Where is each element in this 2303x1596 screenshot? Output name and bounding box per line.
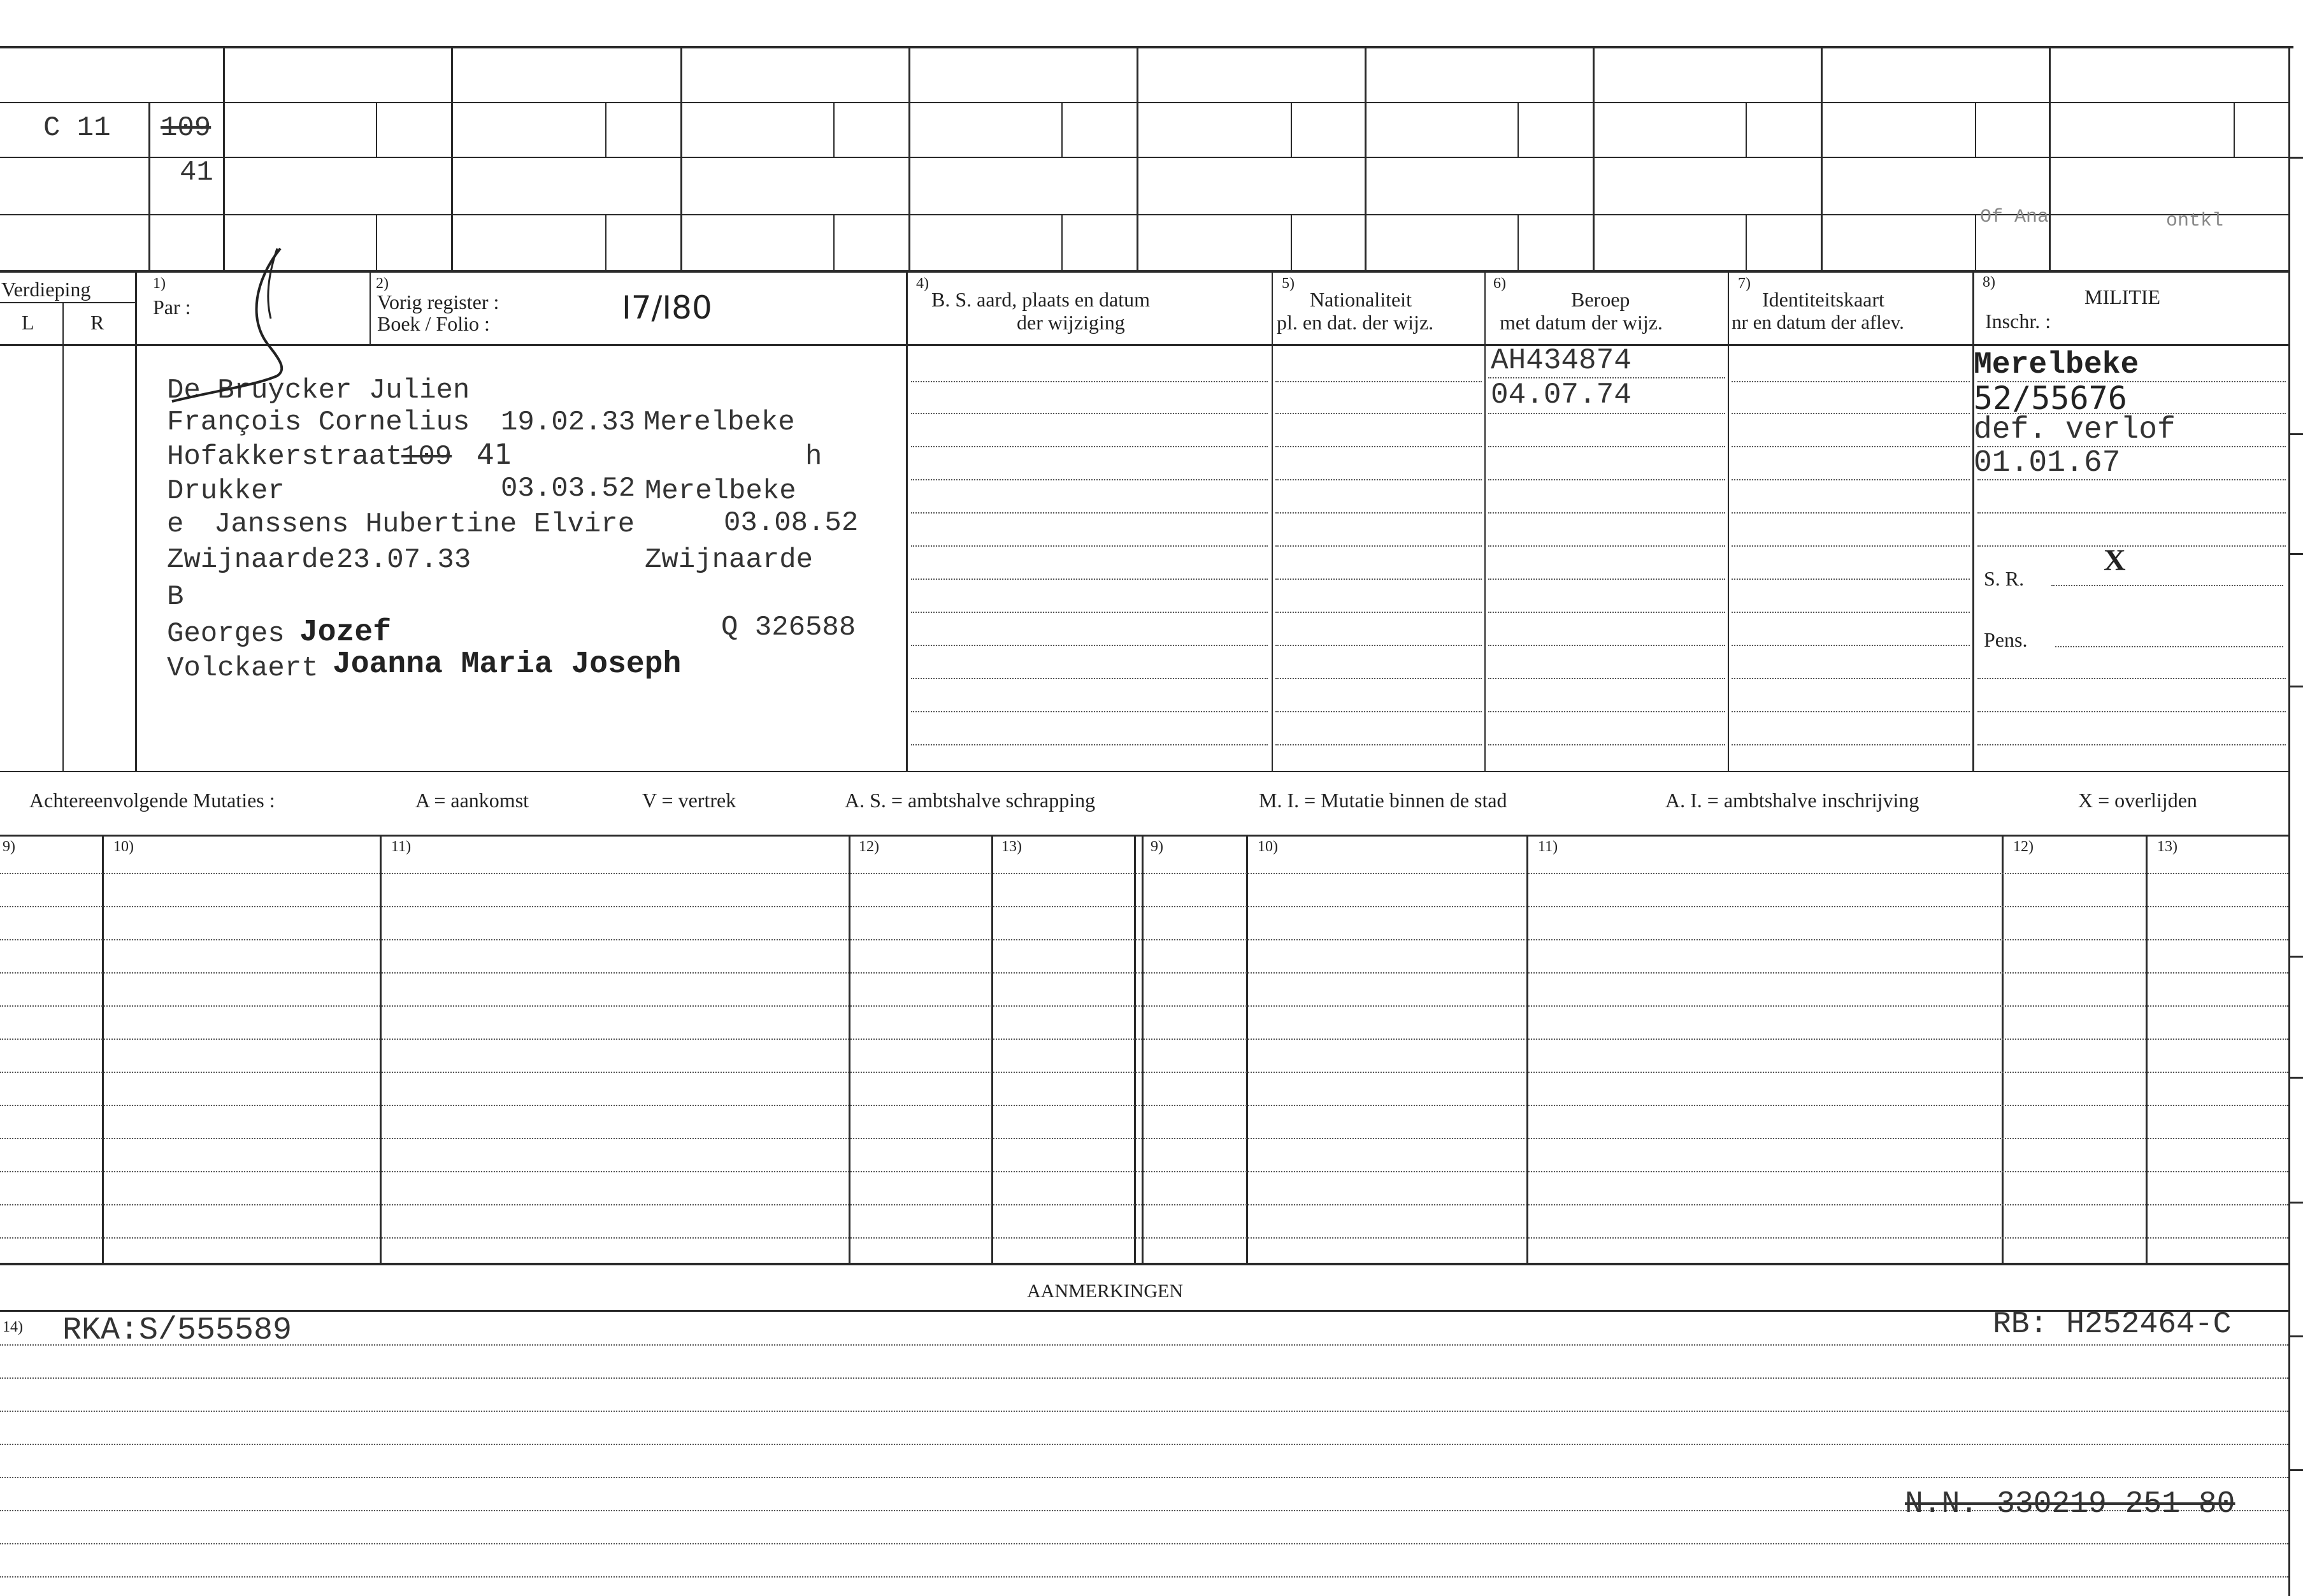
person-first-names: François Cornelius bbox=[167, 406, 470, 438]
card-number: 41 bbox=[180, 157, 213, 189]
id-heading-2: nr en datum der aflev. bbox=[1732, 311, 1904, 333]
mutation-bottom-line bbox=[0, 1263, 2288, 1265]
person-occupation: Drukker bbox=[167, 475, 285, 507]
card-code: C 11 bbox=[43, 112, 111, 144]
legend-item-aankomst: A = aankomst bbox=[415, 789, 529, 812]
hdr-v bbox=[605, 214, 606, 271]
legend-item-vertrek: V = vertrek bbox=[642, 789, 736, 812]
mut-v bbox=[849, 837, 850, 1263]
mutation-col-11: 11) bbox=[391, 838, 412, 855]
field-number-1: 1) bbox=[153, 275, 166, 292]
pens-label: Pens. bbox=[1984, 628, 2028, 651]
mutation-col-10b: 10) bbox=[1258, 838, 1278, 855]
header-smudge: Of Ana bbox=[1980, 206, 2049, 228]
mother-name: Volckaert bbox=[167, 652, 319, 684]
mutation-col-9: 9) bbox=[3, 838, 15, 855]
right-border bbox=[2288, 46, 2290, 1596]
beroep-id-number: AH434874 bbox=[1491, 344, 1632, 377]
hdr-v bbox=[1517, 102, 1519, 157]
pens-dotline bbox=[2055, 646, 2283, 647]
mutation-col-13: 13) bbox=[1001, 838, 1022, 855]
mutation-top-line bbox=[0, 835, 2288, 837]
militie-number: 52/55676 bbox=[1974, 380, 2127, 417]
remarks-rb: RB: H252464-C bbox=[1993, 1307, 2232, 1342]
bs-heading-2: der wijziging bbox=[1017, 311, 1125, 334]
mutation-col-11b: 11) bbox=[1538, 838, 1558, 855]
r-label: R bbox=[90, 311, 104, 334]
mut-v bbox=[991, 837, 993, 1263]
header-bottom-line bbox=[0, 270, 2288, 273]
v-par-right bbox=[369, 273, 371, 344]
sr-label: S. R. bbox=[1984, 567, 2025, 590]
legend-item-mutatie: M. I. = Mutatie binnen de stad bbox=[1259, 789, 1507, 812]
mut-v bbox=[1246, 837, 1248, 1263]
l-label: L bbox=[22, 311, 34, 334]
militie-heading: MILITIE bbox=[2084, 285, 2161, 308]
father-name: Georges bbox=[167, 618, 285, 650]
hdr-v bbox=[1975, 102, 1976, 157]
field-number-4: 4) bbox=[916, 275, 929, 292]
nat-heading-2: pl. en dat. der wijz. bbox=[1277, 311, 1434, 334]
hdr-v bbox=[1975, 214, 1976, 271]
hdr-v bbox=[1746, 102, 1747, 157]
v-name-left bbox=[135, 273, 137, 772]
v-nat-right bbox=[1484, 273, 1486, 772]
person-line-b: B bbox=[167, 581, 184, 613]
mut-v bbox=[2002, 837, 2004, 1263]
hdr-v bbox=[376, 214, 377, 271]
v-name-right bbox=[906, 273, 908, 772]
father-code: Q 326588 bbox=[721, 612, 856, 643]
spouse-prefix: e bbox=[167, 508, 184, 540]
person-name: De Bruycker Julien bbox=[167, 375, 470, 406]
hdr-v bbox=[1061, 102, 1063, 157]
person-house-struck: 109 bbox=[401, 441, 452, 473]
field-number-7: 7) bbox=[1738, 275, 1751, 292]
legend-item-inschrijving: A. I. = ambtshalve inschrijving bbox=[1665, 789, 1919, 812]
legend-title: Achtereenvolgende Mutaties : bbox=[29, 789, 275, 812]
spouse-place-2: Zwijnaarde bbox=[645, 544, 814, 576]
mutation-col-9b: 9) bbox=[1151, 838, 1163, 855]
field-number-6: 6) bbox=[1493, 275, 1506, 292]
nat-heading-1: Nationaliteit bbox=[1310, 288, 1412, 311]
par-pen-stroke bbox=[159, 242, 312, 408]
verdieping-underline bbox=[0, 302, 135, 303]
hdr-v bbox=[451, 48, 453, 271]
hdr-v bbox=[2049, 48, 2051, 271]
beroep-date: 04.07.74 bbox=[1491, 378, 1632, 412]
spouse-marriage-date: 03.08.52 bbox=[724, 507, 859, 539]
mutation-col-12b: 12) bbox=[2013, 838, 2034, 855]
national-number: N.N. 330219 251 80 bbox=[1905, 1487, 2235, 1521]
person-birth-place: Merelbeke bbox=[643, 406, 795, 438]
person-house-number: 41 bbox=[477, 438, 512, 471]
remarks-rka: RKA:S/555589 bbox=[62, 1312, 292, 1349]
sr-dotline bbox=[2051, 585, 2283, 586]
mutation-col-12: 12) bbox=[859, 838, 879, 855]
bs-heading-1: B. S. aard, plaats en datum bbox=[931, 288, 1151, 311]
field-number-2: 2) bbox=[376, 275, 389, 292]
boek-folio-label: Boek / Folio : bbox=[377, 312, 490, 335]
v-beroep-right bbox=[1728, 273, 1729, 772]
spouse-birth-place: Zwijnaarde bbox=[167, 544, 336, 576]
hdr-v bbox=[1137, 48, 1138, 271]
hdr-v bbox=[1291, 214, 1292, 271]
inschr-label: Inschr. : bbox=[1985, 310, 2051, 333]
hdr-v bbox=[223, 48, 225, 271]
par-label: Par : bbox=[153, 296, 191, 319]
militie-date: 01.01.67 bbox=[1974, 446, 2121, 480]
person-birth-date: 19.02.33 bbox=[501, 406, 636, 438]
field-number-14: 14) bbox=[3, 1319, 23, 1335]
hdr-v bbox=[1061, 214, 1063, 271]
header-row-line-2 bbox=[0, 157, 2288, 158]
mut-v bbox=[2146, 837, 2148, 1263]
mut-v bbox=[1526, 837, 1528, 1263]
header-row-line-3 bbox=[0, 214, 2288, 215]
mutation-col-13b: 13) bbox=[2157, 838, 2177, 855]
person-street: Hofakkerstraat bbox=[167, 441, 403, 473]
field-number-8: 8) bbox=[1983, 274, 1995, 291]
sr-mark: X bbox=[2104, 543, 2126, 577]
vorig-register-value: I7/I80 bbox=[622, 289, 712, 326]
hdr-v bbox=[1821, 48, 1823, 271]
mutation-col-10: 10) bbox=[113, 838, 134, 855]
mut-v-double bbox=[1142, 837, 1144, 1263]
hdr-v bbox=[148, 102, 150, 271]
spouse-birth-date: 23.07.33 bbox=[336, 544, 471, 576]
militie-place: Merelbeke bbox=[1974, 348, 2139, 382]
hdr-v bbox=[908, 48, 910, 271]
hdr-v bbox=[1746, 214, 1747, 271]
remarks-title: AANMERKINGEN bbox=[1027, 1281, 1183, 1302]
mother-name-2: Joanna Maria Joseph bbox=[333, 647, 682, 682]
v-lr-split bbox=[62, 303, 64, 772]
father-name-2: Jozef bbox=[299, 615, 392, 650]
header-smudge: ontkl bbox=[2166, 210, 2224, 232]
spouse-name: Janssens Hubertine Elvire bbox=[214, 508, 635, 540]
mut-v-double bbox=[1134, 837, 1136, 1263]
top-border bbox=[0, 46, 2293, 48]
header-row-line-1 bbox=[0, 102, 2288, 103]
person-occupation-place: Merelbeke bbox=[645, 475, 796, 507]
hdr-v bbox=[833, 102, 835, 157]
verdieping-label: Verdieping bbox=[1, 278, 91, 301]
beroep-heading-2: met datum der wijz. bbox=[1500, 311, 1663, 334]
hdr-v bbox=[2234, 102, 2235, 157]
upper-section-bottom bbox=[0, 771, 2288, 772]
mut-v bbox=[102, 837, 104, 1263]
mut-v bbox=[380, 837, 382, 1263]
hdr-v bbox=[680, 48, 682, 271]
hdr-v bbox=[833, 214, 835, 271]
id-heading-1: Identiteitskaart bbox=[1762, 288, 1884, 311]
hdr-v bbox=[605, 102, 606, 157]
field-number-5: 5) bbox=[1282, 275, 1295, 292]
legend-item-schrapping: A. S. = ambtshalve schrapping bbox=[845, 789, 1096, 812]
hdr-v bbox=[1593, 48, 1595, 271]
v-bs-right bbox=[1272, 273, 1273, 772]
hdr-v bbox=[376, 102, 377, 157]
vorig-register-label: Vorig register : bbox=[377, 291, 499, 313]
hdr-v bbox=[1365, 48, 1367, 271]
card-number-struck: 109 bbox=[161, 112, 212, 144]
hdr-v bbox=[1517, 214, 1519, 271]
legend-item-overlijden: X = overlijden bbox=[2078, 789, 2197, 812]
hdr-v bbox=[1291, 102, 1292, 157]
person-house-mark: h bbox=[805, 441, 822, 473]
remarks-title-line bbox=[0, 1310, 2288, 1312]
beroep-heading-1: Beroep bbox=[1571, 288, 1630, 311]
col-label-bottom bbox=[0, 344, 2288, 346]
person-occupation-date: 03.03.52 bbox=[501, 473, 636, 505]
militie-status: def. verlof bbox=[1974, 413, 2176, 447]
